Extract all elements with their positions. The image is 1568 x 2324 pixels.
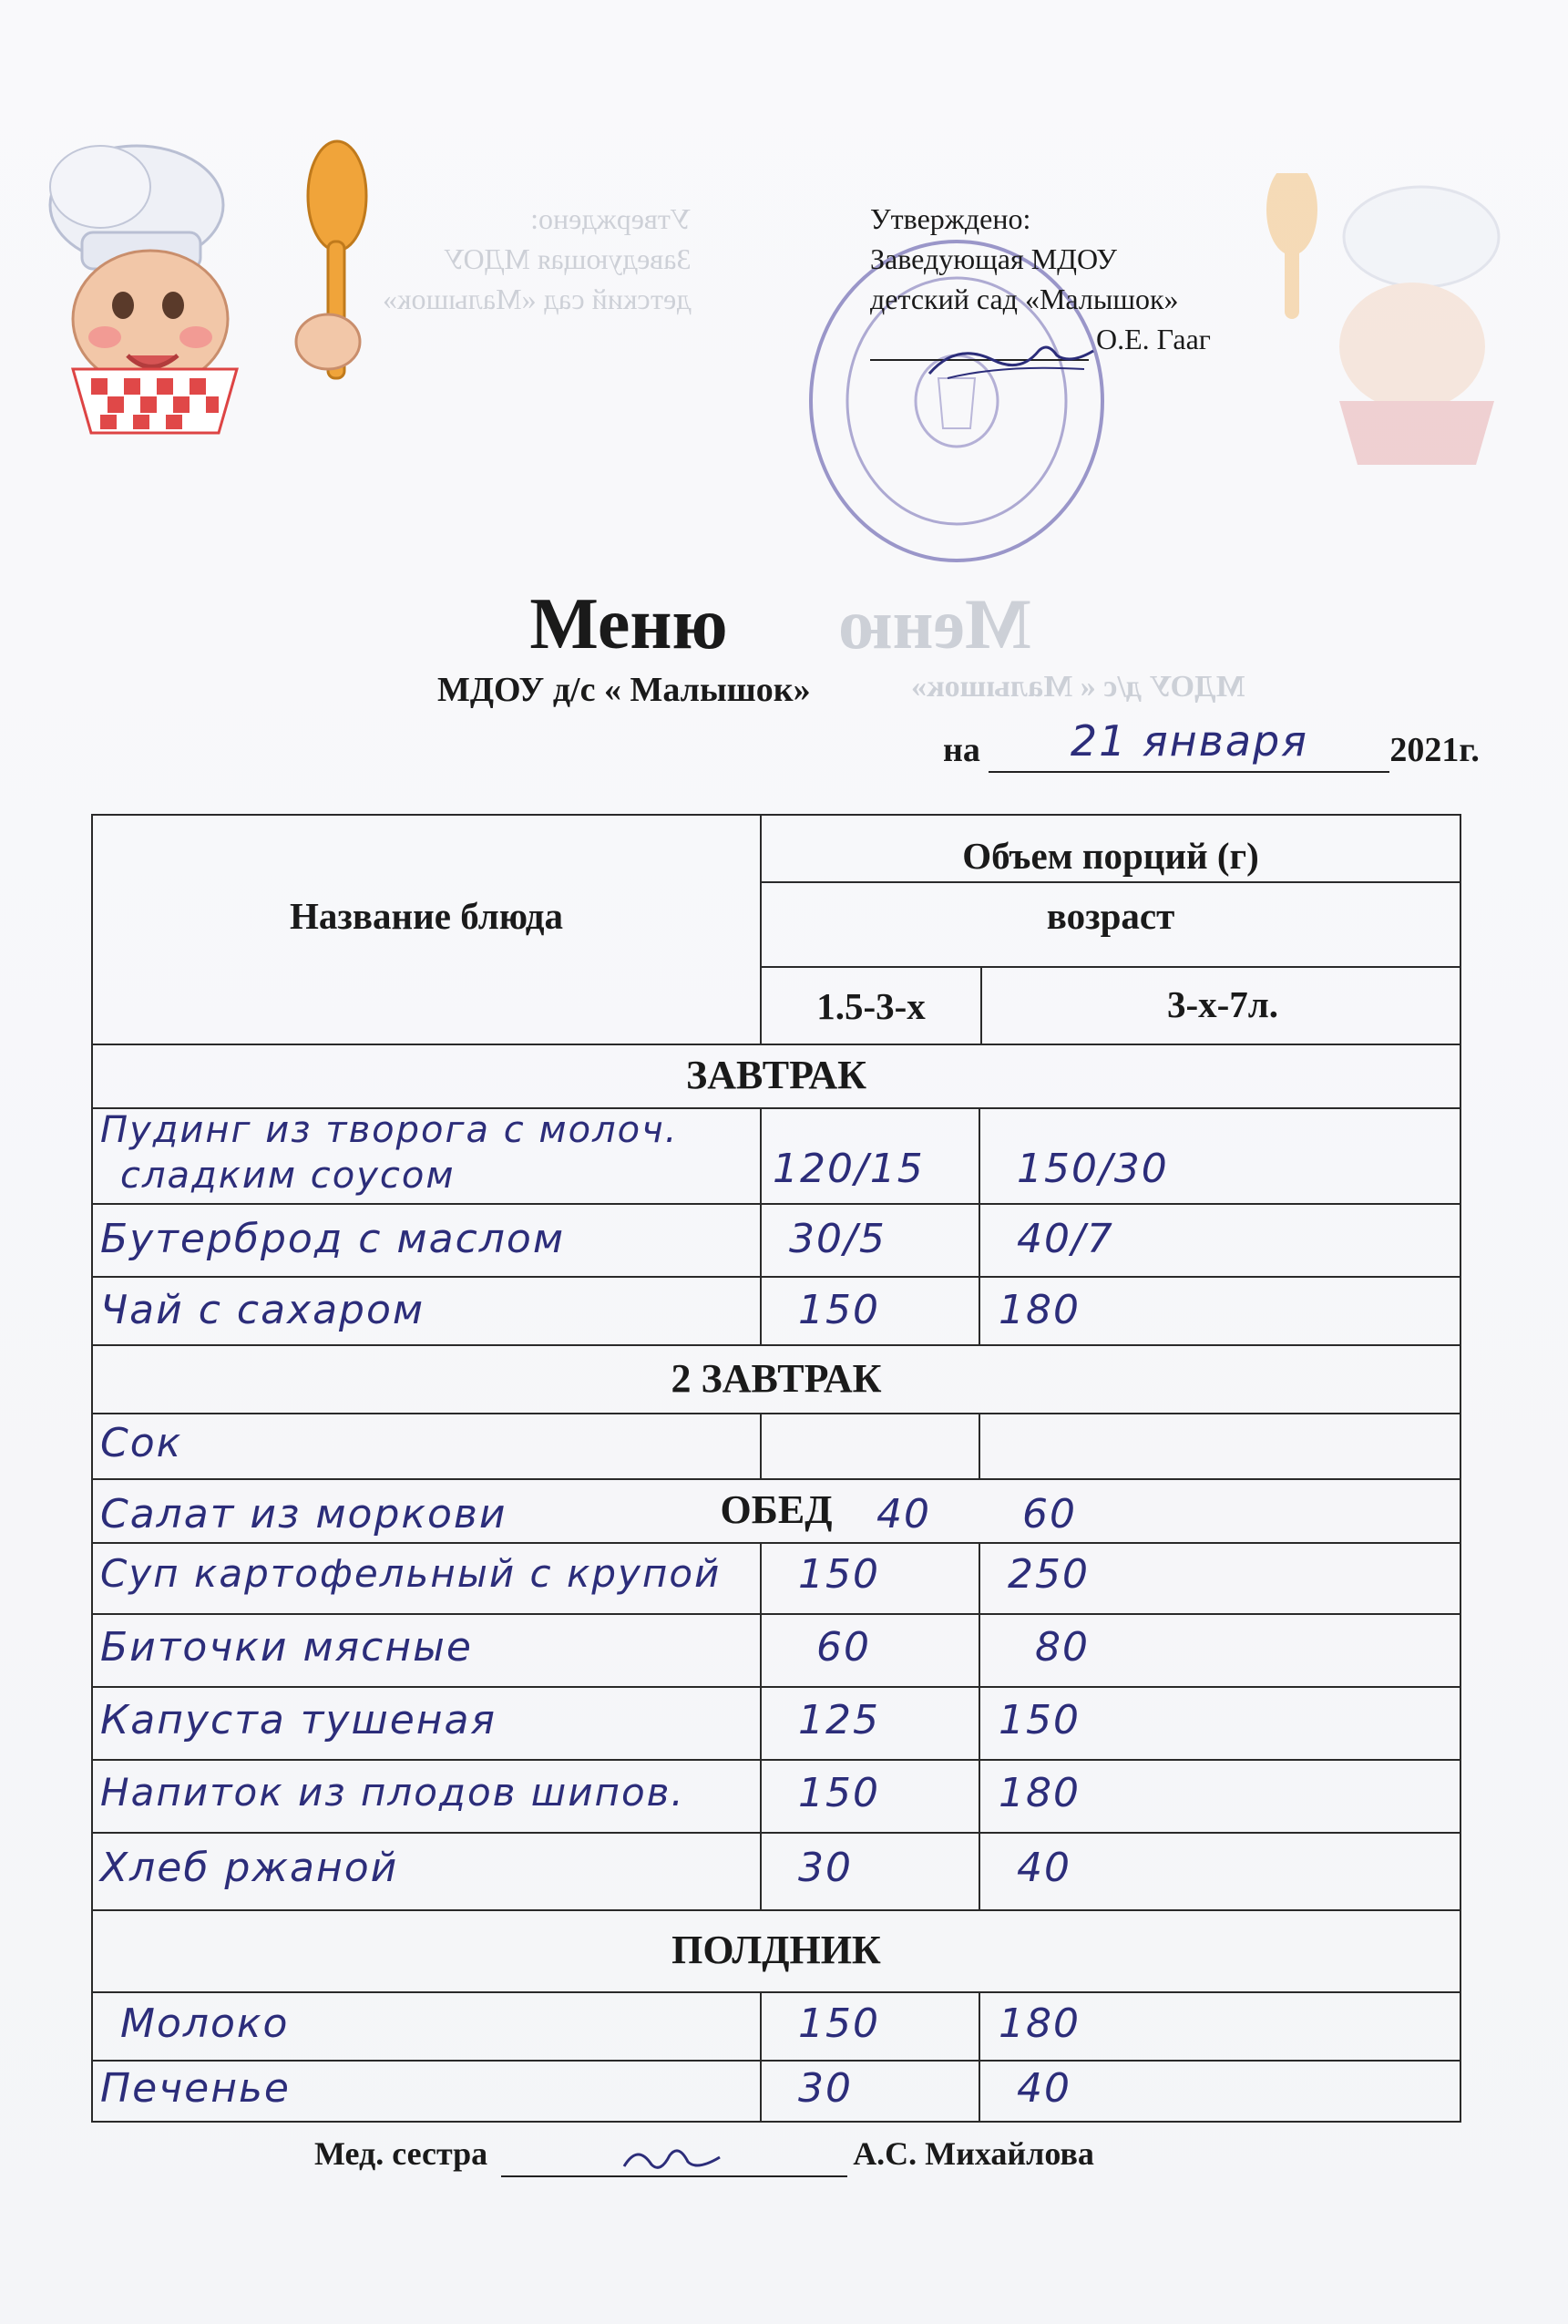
volume-young: 150 xyxy=(798,2000,880,2047)
nurse-signature-field xyxy=(501,2134,847,2177)
volume-older: 40 xyxy=(1017,2065,1071,2112)
page-subtitle: МДОУ д/с « Малышок» xyxy=(437,671,811,709)
volume-older: 180 xyxy=(999,1770,1081,1816)
volume-young: 120/15 xyxy=(773,1146,925,1192)
volume-older: 60 xyxy=(1022,1491,1077,1537)
menu-date xyxy=(943,716,1480,773)
director-signature xyxy=(920,324,1102,396)
date-prefix: на xyxy=(943,731,980,769)
volume-young: 150 xyxy=(798,1287,880,1333)
table-row xyxy=(93,1542,1460,1613)
table-row xyxy=(93,1413,1460,1478)
footer-signer: А.С. Михайлова xyxy=(853,2135,1094,2172)
ghost-title: Меню xyxy=(838,584,1031,663)
footer-label: Мед. сестра xyxy=(314,2135,488,2172)
table-row xyxy=(93,1276,1460,1344)
volume-older: 150/30 xyxy=(1017,1146,1169,1192)
table-row xyxy=(93,1613,1460,1686)
table-row xyxy=(93,1832,1460,1909)
table-row xyxy=(93,1991,1460,2060)
dish-name: Чай с сахаром xyxy=(100,1287,425,1333)
section-label: ПОЛДНИК xyxy=(671,1928,881,1972)
header-dish-name xyxy=(93,816,760,1044)
volume-older: 180 xyxy=(999,1287,1081,1333)
dish-name: Салат из моркови xyxy=(100,1491,507,1537)
menu-table xyxy=(91,814,1461,2123)
table-row xyxy=(93,1759,1460,1832)
section-label: 2 ЗАВТРАК xyxy=(671,1356,882,1401)
section-snack xyxy=(93,1909,1460,1991)
ghost-subtitle: МДОУ д/с « Малышок» xyxy=(911,670,1245,704)
table-row xyxy=(93,1686,1460,1759)
approval-organization: детский сад «Малышок» xyxy=(870,283,1179,315)
date-year: 2021г. xyxy=(1389,731,1480,769)
header-age2: 3-х-7л. xyxy=(980,966,1463,1044)
dish-name: Суп картофельный с крупой xyxy=(100,1551,722,1596)
section-lunch xyxy=(93,1478,1460,1542)
dish-name: Сок xyxy=(100,1420,183,1466)
approval-position: Заведующая МДОУ xyxy=(870,242,1117,275)
volume-young: 150 xyxy=(798,1551,880,1598)
volume-young: 150 xyxy=(798,1770,880,1816)
table-row xyxy=(93,2060,1460,2121)
section-label: ЗАВТРАК xyxy=(685,1053,867,1097)
section-label: ОБЕД xyxy=(720,1487,833,1532)
dish-name: Биточки мясные xyxy=(100,1624,473,1671)
table-row xyxy=(93,1107,1460,1203)
dish-name: Напиток из плодов шипов. xyxy=(100,1770,685,1815)
volume-young: 30 xyxy=(798,2065,853,2112)
date-field xyxy=(989,716,1389,773)
volume-older: 40 xyxy=(1017,1845,1071,1891)
dish-name: Бутерброд с маслом xyxy=(100,1216,566,1262)
section-breakfast2 xyxy=(93,1344,1460,1413)
volume-older: 40/7 xyxy=(1017,1216,1114,1262)
dish-name: Хлеб ржаной xyxy=(100,1845,399,1891)
approval-heading: Утверждено: xyxy=(870,202,1031,235)
volume-young: 30/5 xyxy=(789,1216,886,1262)
nurse-signature xyxy=(620,2139,729,2175)
table-header xyxy=(93,816,1460,1044)
volume-older: 250 xyxy=(1008,1551,1090,1598)
volume-older: 80 xyxy=(1035,1624,1090,1671)
table-row xyxy=(93,1203,1460,1276)
col-age-label: возраст xyxy=(1046,895,1175,937)
header-volume-group xyxy=(760,816,1460,1044)
volume-young: 30 xyxy=(798,1845,853,1891)
dish-name: Молоко xyxy=(120,2000,290,2047)
col-name-label: Название блюда xyxy=(290,895,563,937)
chef-illustration-right xyxy=(1230,173,1531,465)
volume-young: 125 xyxy=(798,1697,880,1743)
volume-older: 150 xyxy=(999,1697,1081,1743)
col-volume-label: Объем порций (г) xyxy=(962,835,1259,877)
header-age1: 1.5-3-х xyxy=(816,985,926,1027)
ghost-approval-text: Утверждено: Заведующая МДОУ детский сад «Малышок» xyxy=(383,202,692,315)
chef-illustration-left xyxy=(27,132,383,460)
volume-young: 40 xyxy=(876,1491,931,1537)
dish-name: Пудинг из творога с молоч. xyxy=(100,1109,679,1151)
dish-name: Капуста тушеная xyxy=(100,1697,497,1743)
page-title: Меню xyxy=(529,584,728,664)
approval-signer: О.Е. Гааг xyxy=(1096,323,1211,355)
footer-signature xyxy=(314,2134,1094,2177)
volume-older: 180 xyxy=(999,2000,1081,2047)
dish-name: Печенье xyxy=(100,2065,291,2112)
dish-name-line2: сладким соусом xyxy=(120,1155,456,1197)
volume-young: 60 xyxy=(816,1624,871,1671)
date-handwritten: 21 января xyxy=(1070,716,1308,766)
section-breakfast xyxy=(93,1044,1460,1107)
